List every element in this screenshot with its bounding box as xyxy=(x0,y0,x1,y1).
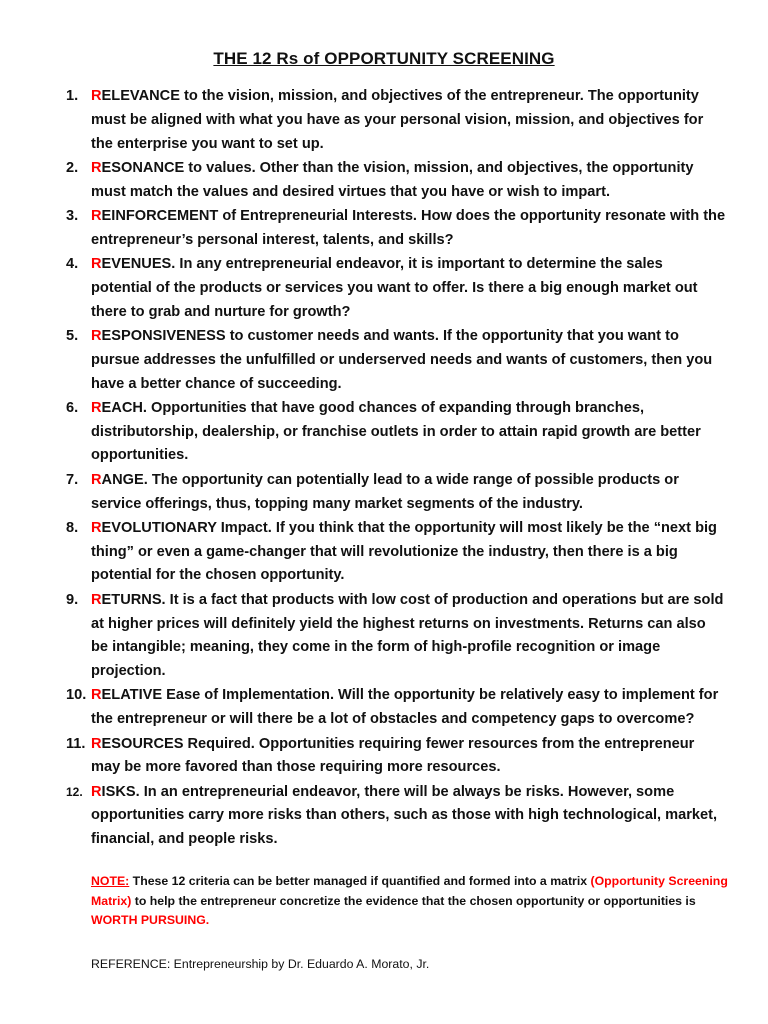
item-initial: R xyxy=(91,471,102,488)
item-text xyxy=(91,85,726,156)
list-item xyxy=(66,781,726,852)
item-number: 10. xyxy=(66,687,87,704)
item-description: ELEVANCE to the vision, mission, and objectives of the entrepreneur. The opportunity must be aligned with what you have as your personal vision, mission, and objectives for the enterprise you want to set up. xyxy=(91,88,704,152)
note-text: These 12 criteria can be better managed if quantified and formed into a matrix xyxy=(129,874,591,888)
item-number: 4. xyxy=(66,256,79,273)
item-number: 12. xyxy=(66,784,83,799)
criteria-list xyxy=(66,85,726,853)
item-initial: R xyxy=(91,519,102,536)
item-initial: R xyxy=(91,591,102,608)
item-number: 7. xyxy=(66,471,79,488)
note-highlight: (Opportunity Screening Matrix) xyxy=(91,874,728,908)
item-text xyxy=(91,589,726,684)
item-number: 5. xyxy=(66,327,79,344)
item-description: EVENUES. In any entrepreneurial endeavor, it is important to determine the sales potential of the products or services you want to offer. Is there a big enough market out there to grab and nurture for growth? xyxy=(91,256,698,320)
list-item xyxy=(66,589,726,684)
item-number: 3. xyxy=(66,207,79,224)
item-number: 2. xyxy=(66,159,79,176)
item-description: ANGE. The opportunity can potentially lead to a wide range of possible products or service offerings, thus, topping many market segments of the industry. xyxy=(91,471,679,512)
item-initial: R xyxy=(91,735,102,752)
item-number: 11. xyxy=(66,735,86,752)
item-initial: R xyxy=(91,207,102,224)
item-number: 6. xyxy=(66,399,79,416)
list-item xyxy=(66,733,726,781)
item-description: EACH. Opportunities that have good chances of expanding through branches, distributorship, dealership, or franchise outlets in order to attain rapid growth are better opportunities. xyxy=(91,399,701,464)
list-item xyxy=(66,205,726,253)
item-initial: R xyxy=(91,327,102,344)
list-item xyxy=(66,469,726,517)
list-item xyxy=(66,684,726,732)
item-text xyxy=(91,469,726,517)
item-description: ELATIVE Ease of Implementation. Will the opportunity be relatively easy to implement for the entrepreneur or will there be a lot of obstacles and competency gaps to overcome? xyxy=(91,687,719,728)
note-label: NOTE: xyxy=(91,874,130,888)
list-item xyxy=(66,325,726,396)
item-number: 8. xyxy=(66,519,79,536)
item-text xyxy=(91,781,726,852)
item-initial: R xyxy=(91,256,102,273)
note-paragraph xyxy=(91,872,731,931)
item-text xyxy=(91,157,726,205)
list-item xyxy=(66,157,726,205)
item-text xyxy=(91,253,726,324)
list-item xyxy=(66,253,726,324)
item-description: ISKS. In an entrepreneurial endeavor, there will be always be risks. However, some opportunities carry more risks than others, such as those with high technological, market, financial, and people risks. xyxy=(91,783,718,848)
item-initial: R xyxy=(91,783,102,800)
item-text xyxy=(91,325,726,396)
reference-line: REFERENCE: Entrepreneurship by Dr. Eduardo A. Morato, Jr. xyxy=(91,957,430,971)
item-number: 1. xyxy=(66,88,79,104)
item-text xyxy=(91,517,726,588)
list-item xyxy=(66,517,726,588)
item-description: ETURNS. It is a fact that products with low cost of production and operations but are sold at higher prices will definitely yield the highest returns on investments. Returns can also be intangible; meaning, they come in the form of high-profile recognition or image projection. xyxy=(91,591,724,680)
note-text: to help the entrepreneur concretize the evidence that the chosen opportunity or opportunities is xyxy=(131,893,696,908)
item-text xyxy=(91,733,726,781)
item-initial: R xyxy=(91,687,102,704)
item-text xyxy=(91,205,726,253)
item-initial: R xyxy=(91,159,102,176)
item-text xyxy=(91,684,726,732)
note-highlight: WORTH PURSUING. xyxy=(91,913,210,927)
item-text xyxy=(91,397,726,468)
list-item xyxy=(66,397,726,468)
item-description: EVOLUTIONARY Impact. If you think that the opportunity will most likely be the “next big thing” or even a game-changer that will revolutionize the industry, then there is a big potential for the chosen opportunity. xyxy=(91,519,717,584)
page-title: THE 12 Rs of OPPORTUNITY SCREENING xyxy=(213,49,555,68)
item-description: ESONANCE to values. Other than the vision, mission, and objectives, the opportunity must match the values and desired virtues that you have or wish to impart. xyxy=(91,159,694,200)
item-initial: R xyxy=(91,88,102,104)
list-item xyxy=(66,85,726,156)
item-initial: R xyxy=(91,399,102,416)
item-description: EINFORCEMENT of Entrepreneurial Interests. How does the opportunity resonate with the entrepreneur’s personal interest, talents, and skills? xyxy=(91,207,726,248)
item-number: 9. xyxy=(66,591,79,608)
item-description: ESPONSIVENESS to customer needs and wants. If the opportunity that you want to pursue addresses the unfulfilled or underserved needs and wants of customers, then you have a better chance of succeeding. xyxy=(91,327,713,392)
item-description: ESOURCES Required. Opportunities requiring fewer resources from the entrepreneur may be more favored than those requiring more resources. xyxy=(91,735,695,776)
